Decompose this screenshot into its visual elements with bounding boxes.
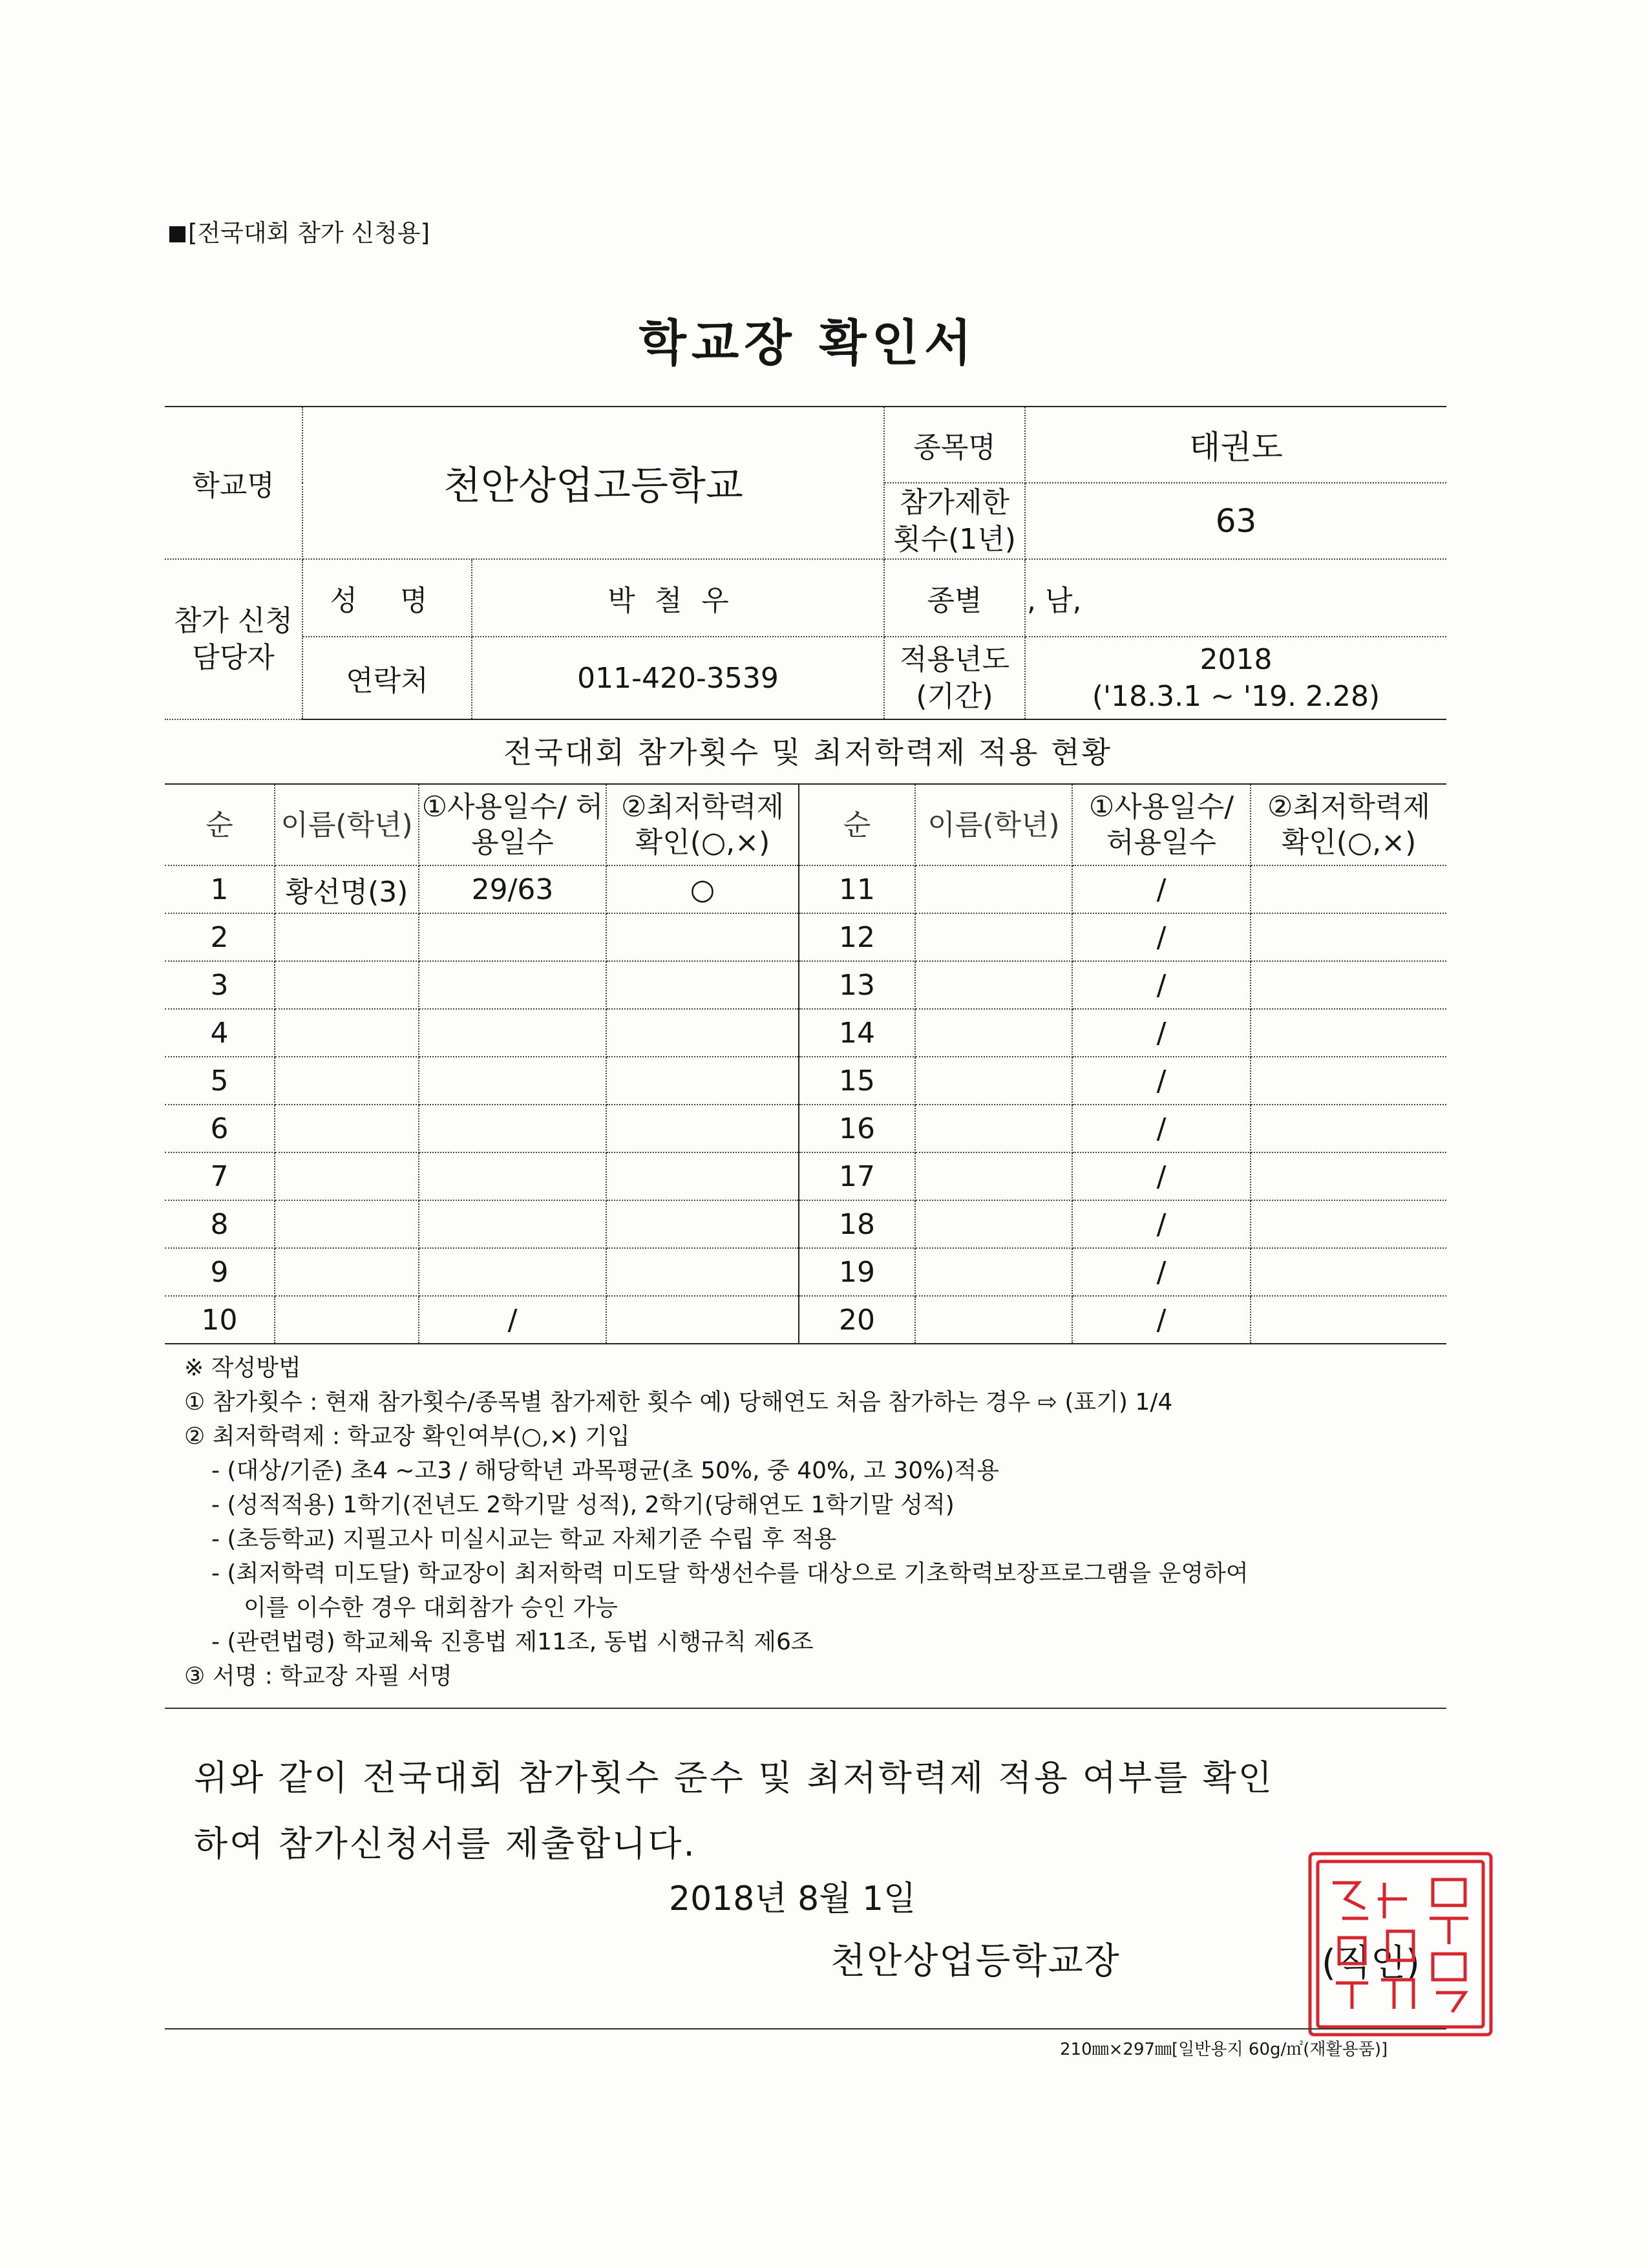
cell-no: 10 — [165, 1296, 275, 1344]
cell-check — [1251, 1200, 1446, 1248]
cell-no: 20 — [799, 1296, 915, 1344]
paper-spec: 210㎜×297㎜[일반용지 60g/㎡(재활용품)] — [1060, 2040, 1388, 2059]
header-days: ①사용일수/ 허용일수 — [419, 784, 606, 865]
sport-label: 종목명 — [884, 407, 1025, 483]
contact-value: 011-420-3539 — [472, 637, 884, 719]
school-info-table — [165, 406, 1446, 720]
cell-check — [606, 1200, 799, 1248]
name-label: 성 명 — [302, 559, 472, 637]
instruction-item: - (최저학력 미도달) 학교장이 최저학력 미도달 학생선수를 대상으로 기초학력보장프로그램을 운영하여 — [211, 1560, 1249, 1587]
cell-check — [606, 1296, 799, 1344]
instruction-item: ② 최저학력제 : 학교장 확인여부(○,×) 기입 — [184, 1423, 630, 1450]
cell-days — [419, 1057, 606, 1105]
square-bullet-icon — [169, 226, 185, 242]
instructions — [184, 1351, 1451, 1693]
limit-label: 참가제한 횟수(1년) — [884, 483, 1025, 559]
seal-mark-label: (직인) — [1322, 1942, 1420, 1984]
issue-date: 2018년 8월 1일 — [669, 1880, 916, 1918]
name-value: 박철우 — [472, 559, 884, 637]
principal-name: 천안상업등학교장 — [830, 1940, 1121, 1982]
cell-no: 4 — [165, 1009, 275, 1057]
cell-days — [419, 1152, 606, 1200]
cell-days — [419, 1105, 606, 1152]
cell-check — [1251, 1152, 1446, 1200]
cell-check — [606, 1152, 799, 1200]
cell-days: / — [419, 1296, 606, 1344]
cell-name — [915, 1200, 1072, 1248]
cell-no: 14 — [799, 1009, 915, 1057]
cell-check — [606, 1009, 799, 1057]
school-name-label: 학교명 — [165, 407, 302, 559]
table-row — [165, 1152, 1446, 1200]
cell-days: / — [1072, 1296, 1251, 1344]
cell-days: / — [1072, 1009, 1251, 1057]
instruction-item: - (대상/기준) 초4 ~고3 / 해당학년 과목평균(초 50%, 중 40%, 고 30%)적용 — [211, 1457, 999, 1484]
status-title: 전국대회 참가횟수 및 최저학력제 적용 현황 — [503, 735, 1112, 770]
cell-days: / — [1072, 1248, 1251, 1296]
cell-days — [419, 1009, 606, 1057]
cell-no: 18 — [799, 1200, 915, 1248]
cell-days: / — [1072, 1057, 1251, 1105]
table-row — [165, 1057, 1446, 1105]
cell-check — [1251, 865, 1446, 913]
header-check: ②최저학력제 확인(○,×) — [1251, 784, 1446, 865]
cell-no: 6 — [165, 1105, 275, 1152]
cell-days: / — [1072, 1105, 1251, 1152]
cell-check — [1251, 1057, 1446, 1105]
instructions-list — [184, 1385, 1451, 1693]
header-no: 순 — [799, 784, 915, 865]
cell-name: 황선명(3) — [275, 865, 419, 913]
instruction-item: - (성적적용) 1학기(전년도 2학기말 성적), 2학기(당해연도 1학기말 성적) — [211, 1492, 955, 1518]
period-year: 2018 — [1199, 642, 1273, 676]
cell-no: 3 — [165, 961, 275, 1009]
cell-name — [915, 1152, 1072, 1200]
cell-days: / — [1072, 1152, 1251, 1200]
cell-name — [275, 1152, 419, 1200]
sport-value: 태권도 — [1025, 407, 1446, 483]
cell-days: / — [1072, 913, 1251, 961]
cell-no: 11 — [799, 865, 915, 913]
manager-label: 참가 신청 담당자 — [165, 559, 302, 719]
cell-check — [606, 1057, 799, 1105]
cell-no: 1 — [165, 865, 275, 913]
cell-no: 16 — [799, 1105, 915, 1152]
cell-name — [275, 1105, 419, 1152]
cell-no: 17 — [799, 1152, 915, 1200]
divider — [165, 1708, 1446, 1709]
cell-check — [606, 1105, 799, 1152]
cell-no: 9 — [165, 1248, 275, 1296]
cell-name — [275, 1057, 419, 1105]
instruction-item: - (초등학교) 지필고사 미실시교는 학교 자체기준 수립 후 적용 — [211, 1526, 837, 1553]
cell-check: ○ — [606, 865, 799, 913]
table-row — [165, 1248, 1446, 1296]
table-row — [165, 1200, 1446, 1248]
cell-check — [1251, 1248, 1446, 1296]
category-label: 종별 — [884, 559, 1025, 637]
cell-name — [275, 913, 419, 961]
cell-check — [1251, 1009, 1446, 1057]
header-days: ①사용일수/ 허용일수 — [1072, 784, 1251, 865]
period-label: 적용년도 (기간) — [884, 637, 1025, 719]
participation-header-row — [165, 784, 1446, 865]
instructions-heading: ※ 작성방법 — [184, 1355, 301, 1381]
cell-no: 2 — [165, 913, 275, 961]
cell-check — [606, 961, 799, 1009]
header-no: 순 — [165, 784, 275, 865]
cell-name — [275, 961, 419, 1009]
table-row — [165, 913, 1446, 961]
cell-days — [419, 961, 606, 1009]
cell-name — [915, 1248, 1072, 1296]
official-seal-stamp — [1304, 1847, 1497, 2041]
instruction-item: ③ 서명 : 학교장 자필 서명 — [184, 1663, 452, 1690]
document-title: 학교장 확인서 — [639, 314, 977, 372]
table-row — [165, 865, 1446, 913]
cell-no: 7 — [165, 1152, 275, 1200]
form-category — [169, 213, 430, 248]
cell-check — [1251, 961, 1446, 1009]
instruction-item: - (관련법령) 학교체육 진흥법 제11조, 동법 시행규칙 제6조 — [211, 1629, 814, 1655]
statement — [194, 1745, 1435, 1877]
cell-name — [275, 1009, 419, 1057]
cell-days — [419, 1200, 606, 1248]
instruction-item: ① 참가횟수 : 현재 참가횟수/종목별 참가제한 횟수 예) 당해연도 처음 참가하는 경우 ⇨ (표기) 1/4 — [184, 1389, 1173, 1415]
cell-name — [275, 1200, 419, 1248]
statement-line-1: 위와 같이 전국대회 참가횟수 준수 및 최저학력제 적용 여부를 확인 — [194, 1757, 1274, 1798]
cell-name — [915, 1105, 1072, 1152]
cell-days: 29/63 — [419, 865, 606, 913]
cell-check — [1251, 1105, 1446, 1152]
cell-name — [915, 865, 1072, 913]
contact-label: 연락처 — [302, 637, 472, 719]
cell-no: 13 — [799, 961, 915, 1009]
limit-value: 63 — [1025, 483, 1446, 559]
cell-days: / — [1072, 1200, 1251, 1248]
school-name-value: 천안상업고등학교 — [302, 407, 884, 559]
cell-check — [1251, 1296, 1446, 1344]
header-name: 이름(학년) — [915, 784, 1072, 865]
footer-divider — [165, 2028, 1446, 2030]
cell-check — [606, 1248, 799, 1296]
table-row — [165, 1009, 1446, 1057]
cell-days — [419, 1248, 606, 1296]
period-value — [1025, 637, 1446, 719]
cell-days: / — [1072, 961, 1251, 1009]
participation-table — [165, 783, 1446, 1344]
cell-no: 19 — [799, 1248, 915, 1296]
cell-name — [915, 913, 1072, 961]
statement-line-2: 하여 참가신청서를 제출합니다. — [194, 1823, 697, 1864]
instruction-item: 이를 이수한 경우 대회참가 승인 가능 — [244, 1595, 618, 1621]
table-row — [165, 1296, 1446, 1344]
form-category-label: [전국대회 참가 신청용] — [188, 219, 430, 247]
cell-name — [915, 1057, 1072, 1105]
cell-check — [1251, 913, 1446, 961]
cell-no: 12 — [799, 913, 915, 961]
period-range: ('18.3.1 ~ '19. 2.28) — [1092, 680, 1380, 713]
header-name: 이름(학년) — [275, 784, 419, 865]
cell-days — [419, 913, 606, 961]
cell-no: 15 — [799, 1057, 915, 1105]
cell-name — [275, 1248, 419, 1296]
header-check: ②최저학력제 확인(○,×) — [606, 784, 799, 865]
table-row — [165, 961, 1446, 1009]
cell-days: / — [1072, 865, 1251, 913]
cell-name — [915, 1296, 1072, 1344]
cell-no: 8 — [165, 1200, 275, 1248]
category-value: , 남, — [1025, 559, 1446, 637]
cell-no: 5 — [165, 1057, 275, 1105]
cell-name — [915, 961, 1072, 1009]
cell-check — [606, 913, 799, 961]
cell-name — [275, 1296, 419, 1344]
cell-name — [915, 1009, 1072, 1057]
table-row — [165, 1105, 1446, 1152]
